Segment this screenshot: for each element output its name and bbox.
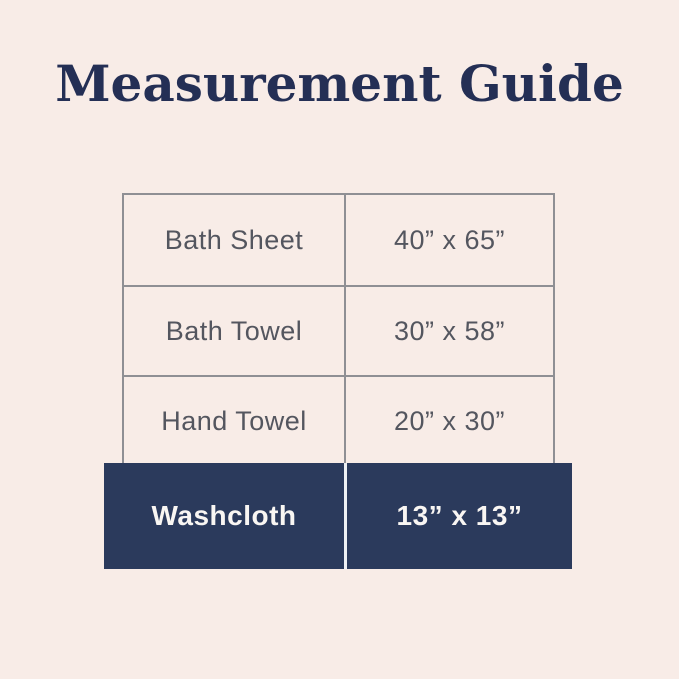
table-cell-item: Bath Sheet	[124, 195, 346, 285]
highlight-item-cell: Washcloth	[151, 500, 297, 531]
page-title: Measurement Guide	[55, 54, 624, 113]
size-table	[122, 193, 555, 467]
table-cell-item: Bath Towel	[124, 285, 346, 375]
highlight-row-washcloth	[104, 463, 572, 569]
highlight-size-cell: 13” x 13”	[396, 500, 523, 531]
table-cell-size: 40” x 65”	[346, 195, 553, 285]
table-cell-size: 30” x 58”	[346, 285, 553, 375]
table-cell-item: Hand Towel	[124, 375, 346, 465]
table-cell-size: 20” x 30”	[346, 375, 553, 465]
